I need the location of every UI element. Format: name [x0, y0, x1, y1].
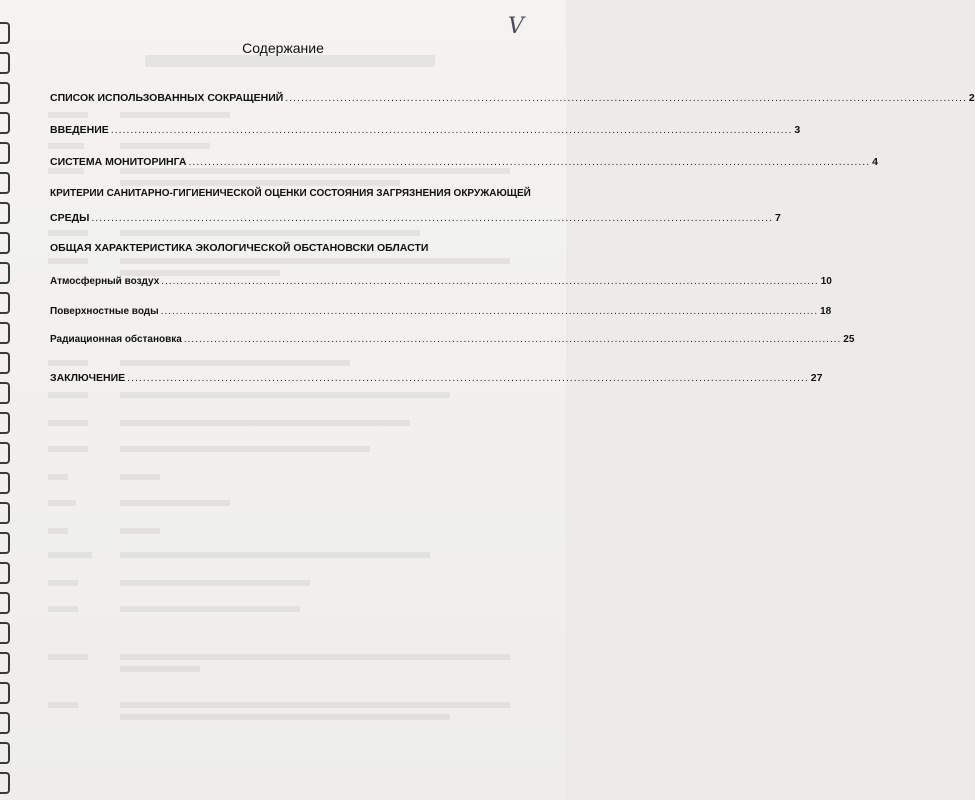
toc-entry-criteria[interactable] [50, 212, 781, 224]
toc-leader: .............................................................................................................................................................................. [110, 124, 793, 136]
toc-label: ЗАКЛЮЧЕНИЕ [50, 372, 126, 384]
check-mark: V [508, 14, 524, 39]
toc-page-number: 18 [820, 306, 832, 317]
toc-entry-air[interactable] [50, 276, 832, 287]
toc-label: Радиационная обстановка [50, 334, 182, 345]
toc-leader: .............................................................................................................................................................................. [183, 334, 842, 345]
toc-label: СПИСОК ИСПОЛЬЗОВАННЫХ СОКРАЩЕНИЙ [50, 92, 284, 104]
toc-leader: .............................................................................................................................................................................. [91, 212, 773, 224]
toc-entry-monitoring[interactable] [50, 156, 878, 168]
toc-page-number: 25 [843, 334, 855, 345]
toc-page-number: 2 [968, 92, 975, 104]
toc-page-number: 10 [820, 276, 832, 287]
toc-label: СРЕДЫ [50, 212, 90, 224]
toc-leader: .............................................................................................................................................................................. [160, 306, 819, 317]
page-title: Содержание [242, 40, 324, 56]
toc-entry-abbreviations[interactable] [50, 92, 975, 104]
toc-page-number: 27 [810, 372, 823, 384]
toc-leader: .............................................................................................................................................................................. [188, 156, 871, 168]
toc-label: Атмосферный воздух [50, 276, 160, 287]
toc-entry-general[interactable]: ОБЩАЯ ХАРАКТЕРИСТИКА ЭКОЛОГИЧЕСКОЙ ОБСТАНОВСКИ ОБЛАСТИ [50, 242, 429, 254]
toc-label: ВВЕДЕНИЕ [50, 124, 109, 136]
toc-label: СИСТЕМА МОНИТОРИНГА [50, 156, 187, 168]
toc-leader: .............................................................................................................................................................................. [161, 276, 819, 287]
toc-leader: .............................................................................................................................................................................. [285, 92, 967, 104]
toc-page-number: 7 [774, 212, 781, 224]
toc-label: Поверхностные воды [50, 306, 159, 317]
toc-entry-introduction[interactable] [50, 124, 801, 136]
toc-entry-water[interactable] [50, 306, 832, 317]
toc-leader: .............................................................................................................................................................................. [127, 372, 809, 384]
toc-page-number: 4 [872, 156, 878, 168]
toc-entry-radiation[interactable] [50, 334, 855, 345]
toc-entry-criteria-line1[interactable]: КРИТЕРИИ САНИТАРНО-ГИГИЕНИЧЕСКОЙ ОЦЕНКИ СОСТОЯНИЯ ЗАГРЯЗНЕНИЯ ОКРУЖАЮЩЕЙ [50, 188, 531, 199]
toc-page-number: 3 [794, 124, 801, 136]
toc-entry-conclusion[interactable] [50, 372, 823, 384]
